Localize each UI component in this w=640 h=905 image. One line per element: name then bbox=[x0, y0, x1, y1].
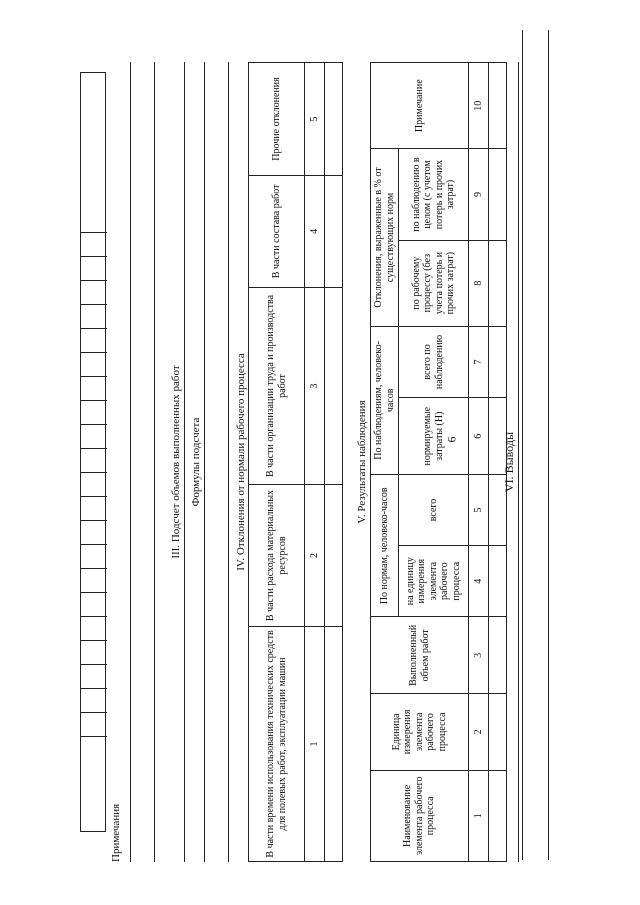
t5-num-2: 2 bbox=[469, 694, 489, 770]
t5-num-10: 10 bbox=[469, 63, 489, 149]
page-number: 6 bbox=[444, 436, 459, 443]
t4-header-2: В части расхода материальных ресурсов bbox=[249, 485, 305, 627]
t5-header-dev-proc: по рабочему процессу (без учета потерь и прочих затрат) bbox=[399, 240, 469, 326]
deviations-table bbox=[248, 62, 343, 862]
t5-header-volume: Выполненный объем работ bbox=[371, 617, 469, 694]
t5-num-3: 3 bbox=[469, 617, 489, 694]
t5-header-obs-norm: нормируемые затраты (Н) bbox=[399, 398, 469, 475]
t4-num-4: 4 bbox=[305, 175, 325, 287]
t5-header-norms-unit: на единицу измерения элемента рабочего процесса bbox=[399, 545, 469, 616]
t4-header-3: В части организации труда и производства работ bbox=[249, 287, 305, 484]
section-5-title: V. Результаты наблюдения bbox=[356, 400, 368, 524]
t5-header-note: Примечание bbox=[371, 63, 469, 149]
t4-num-2: 2 bbox=[305, 485, 325, 627]
rotated-page-content bbox=[80, 62, 520, 862]
t5-num-7: 7 bbox=[469, 326, 489, 398]
t5-num-1: 1 bbox=[469, 770, 489, 861]
t5-num-6: 6 bbox=[469, 398, 489, 475]
t5-num-4: 4 bbox=[469, 545, 489, 616]
section-3-title: III. Подсчет объемов выполненных работ bbox=[170, 365, 182, 559]
t4-header-4: В части состава работ bbox=[249, 175, 305, 287]
t5-header-norms-total: всего bbox=[399, 475, 469, 546]
t4-header-1: В части времени использования технических средств для полевых работ, эксплуатации машин bbox=[249, 626, 305, 861]
t5-header-dev-all: по наблюдению в целом (с учетом потерь и прочих затрат) bbox=[399, 149, 469, 240]
t5-header-norms: По нормам, человеко-часов bbox=[371, 475, 399, 617]
t5-header-unit: Единица измерения элемента рабочего процесса bbox=[371, 694, 469, 770]
t4-num-1: 1 bbox=[305, 626, 325, 861]
notes-strip bbox=[80, 72, 106, 832]
section-3-formulas: Формулы подсчета bbox=[190, 417, 202, 507]
t4-header-5: Прочие отклонения bbox=[249, 63, 305, 176]
t5-header-obs: По наблюдениям, человеко-часов bbox=[371, 326, 399, 474]
section-6-title: VI. Выводы bbox=[502, 431, 516, 493]
section-4-title: IV. Отклонения от нормали рабочего процесса bbox=[235, 353, 247, 571]
t5-num-5: 5 bbox=[469, 475, 489, 546]
t5-num-9: 9 bbox=[469, 149, 489, 240]
t5-header-obs-total: всего по наблюдению bbox=[399, 326, 469, 398]
t5-header-name: Наименование элемента рабочего процесса bbox=[371, 770, 469, 861]
notes-label: Примечания bbox=[110, 803, 122, 862]
t5-num-8: 8 bbox=[469, 240, 489, 326]
results-table bbox=[370, 62, 507, 862]
t4-num-3: 3 bbox=[305, 287, 325, 484]
t5-header-dev: Отклонения, выраженные в % от существующих норм bbox=[371, 149, 399, 326]
t4-num-5: 5 bbox=[305, 63, 325, 176]
